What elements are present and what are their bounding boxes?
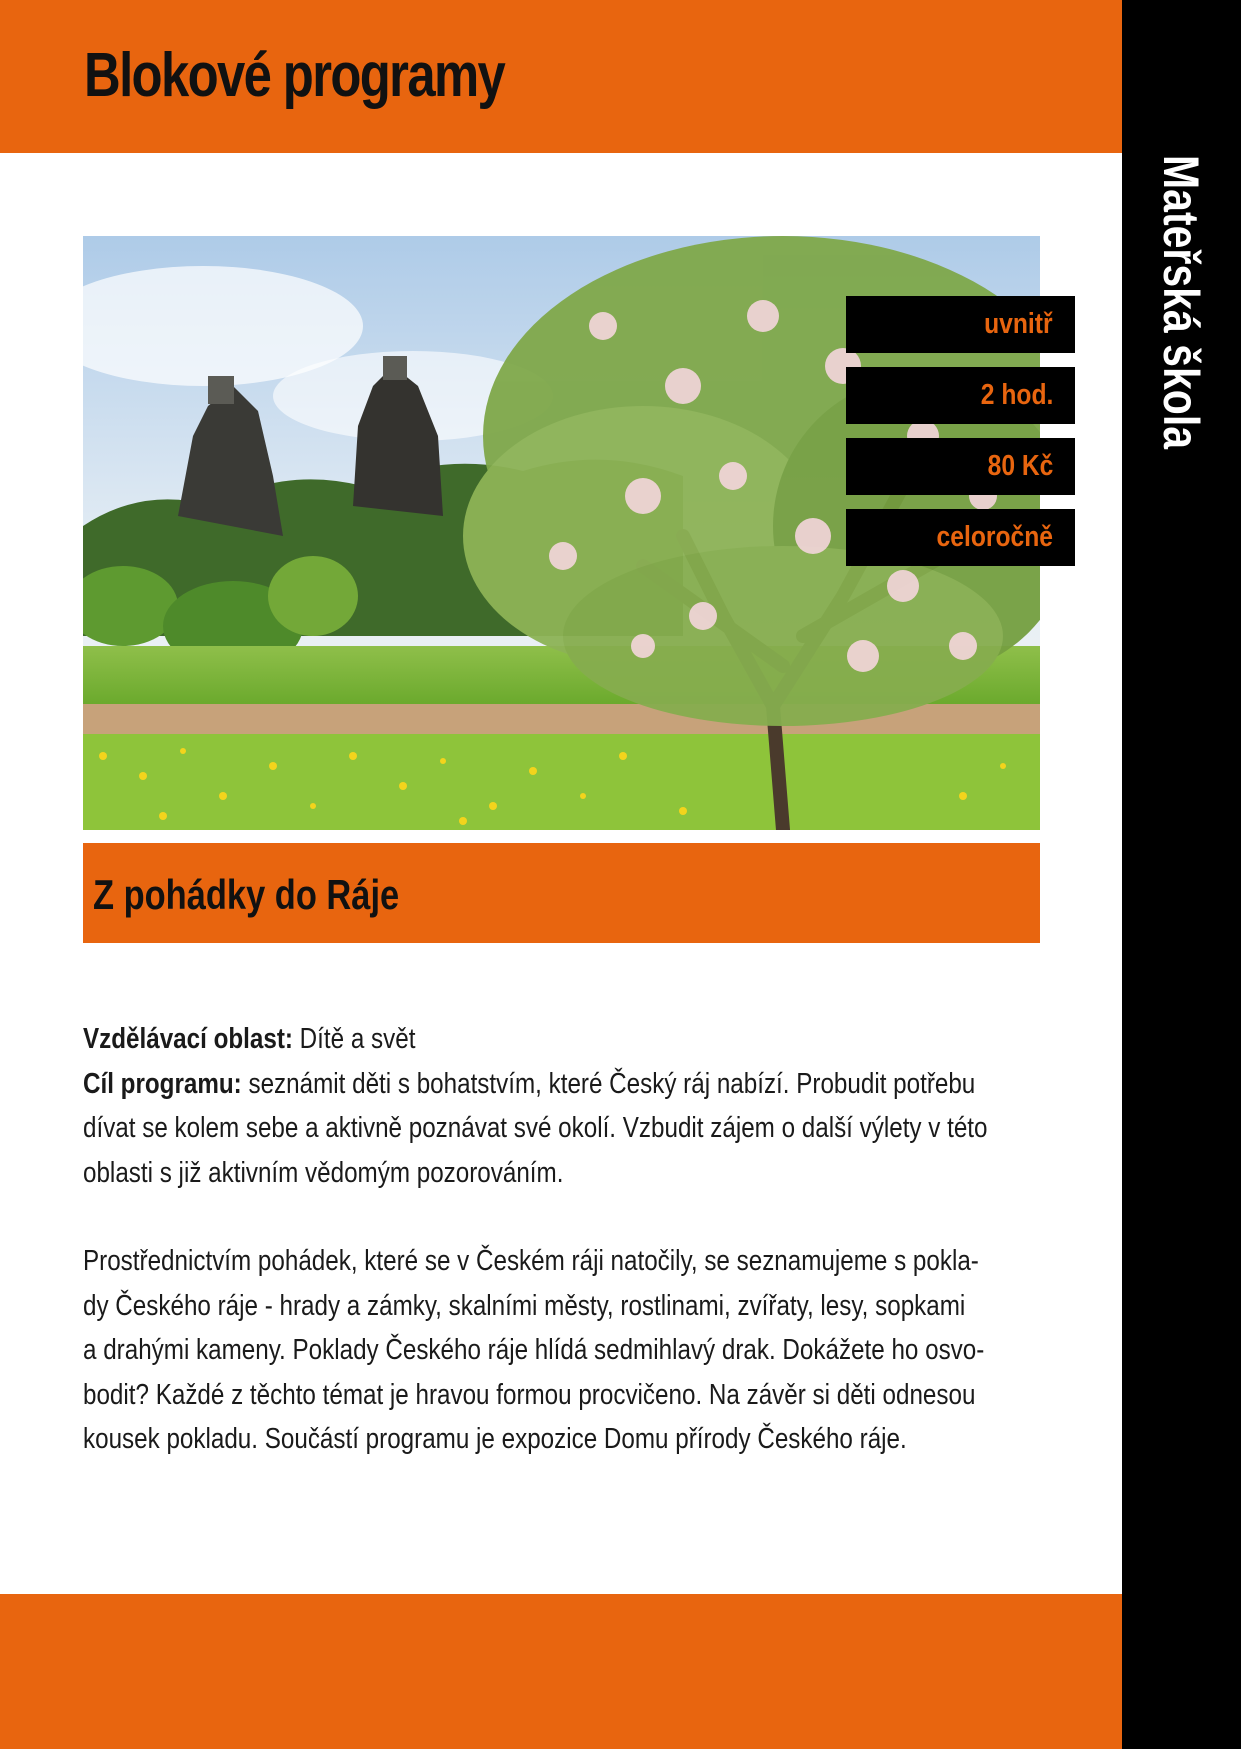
program-title: Z pohádky do Ráje xyxy=(93,871,400,918)
program-tags xyxy=(846,296,1075,580)
description-line-2: dy Českého ráje - hrady a zámky, skalními městy, rostlinami, zvířaty, lesy, sopkami xyxy=(83,1289,966,1322)
goal-line-1: Cíl programu: seznámit děti s bohatstvím, které Český ráj nabízí. Probudit potřebu xyxy=(83,1067,976,1100)
program-title-bar xyxy=(83,843,1040,943)
header-bar xyxy=(0,0,1122,153)
description-line-4: bodit? Každé z těchto témat je hravou formou procvičeno. Na závěr si děti odnesou xyxy=(83,1378,976,1411)
sidebar-label: Mateřská škola xyxy=(1153,155,1209,450)
tag-season: celoročně xyxy=(846,509,1075,566)
goal-label: Cíl programu: xyxy=(83,1067,242,1100)
tag-price: 80 Kč xyxy=(846,438,1075,495)
description-line-3: a drahými kameny. Poklady Českého ráje hlídá sedmihlavý drak. Dokážete ho osvo- xyxy=(83,1334,985,1366)
tag-location: uvnitř xyxy=(846,296,1075,353)
description-line-1: Prostřednictvím pohádek, které se v Českém ráji natočily, se seznamujeme s pokla- xyxy=(83,1245,979,1277)
tag-duration: 2 hod. xyxy=(846,367,1075,424)
area-label: Vzdělávací oblast: xyxy=(83,1023,293,1055)
program-description xyxy=(83,1017,1043,1462)
goal-line-3: oblasti s již aktivním vědomým pozorováním. xyxy=(83,1156,564,1189)
area-value: Dítě a svět xyxy=(299,1023,416,1055)
goal-line-2: dívat se kolem sebe a aktivně poznávat své okolí. Vzbudit zájem o další výlety v této xyxy=(83,1112,988,1144)
description-line-5: kousek pokladu. Součástí programu je expozice Domu přírody Českého ráje. xyxy=(83,1423,907,1455)
page-title: Blokové programy xyxy=(84,41,505,110)
area-line xyxy=(83,1017,1043,1062)
footer-bar xyxy=(0,1594,1122,1749)
